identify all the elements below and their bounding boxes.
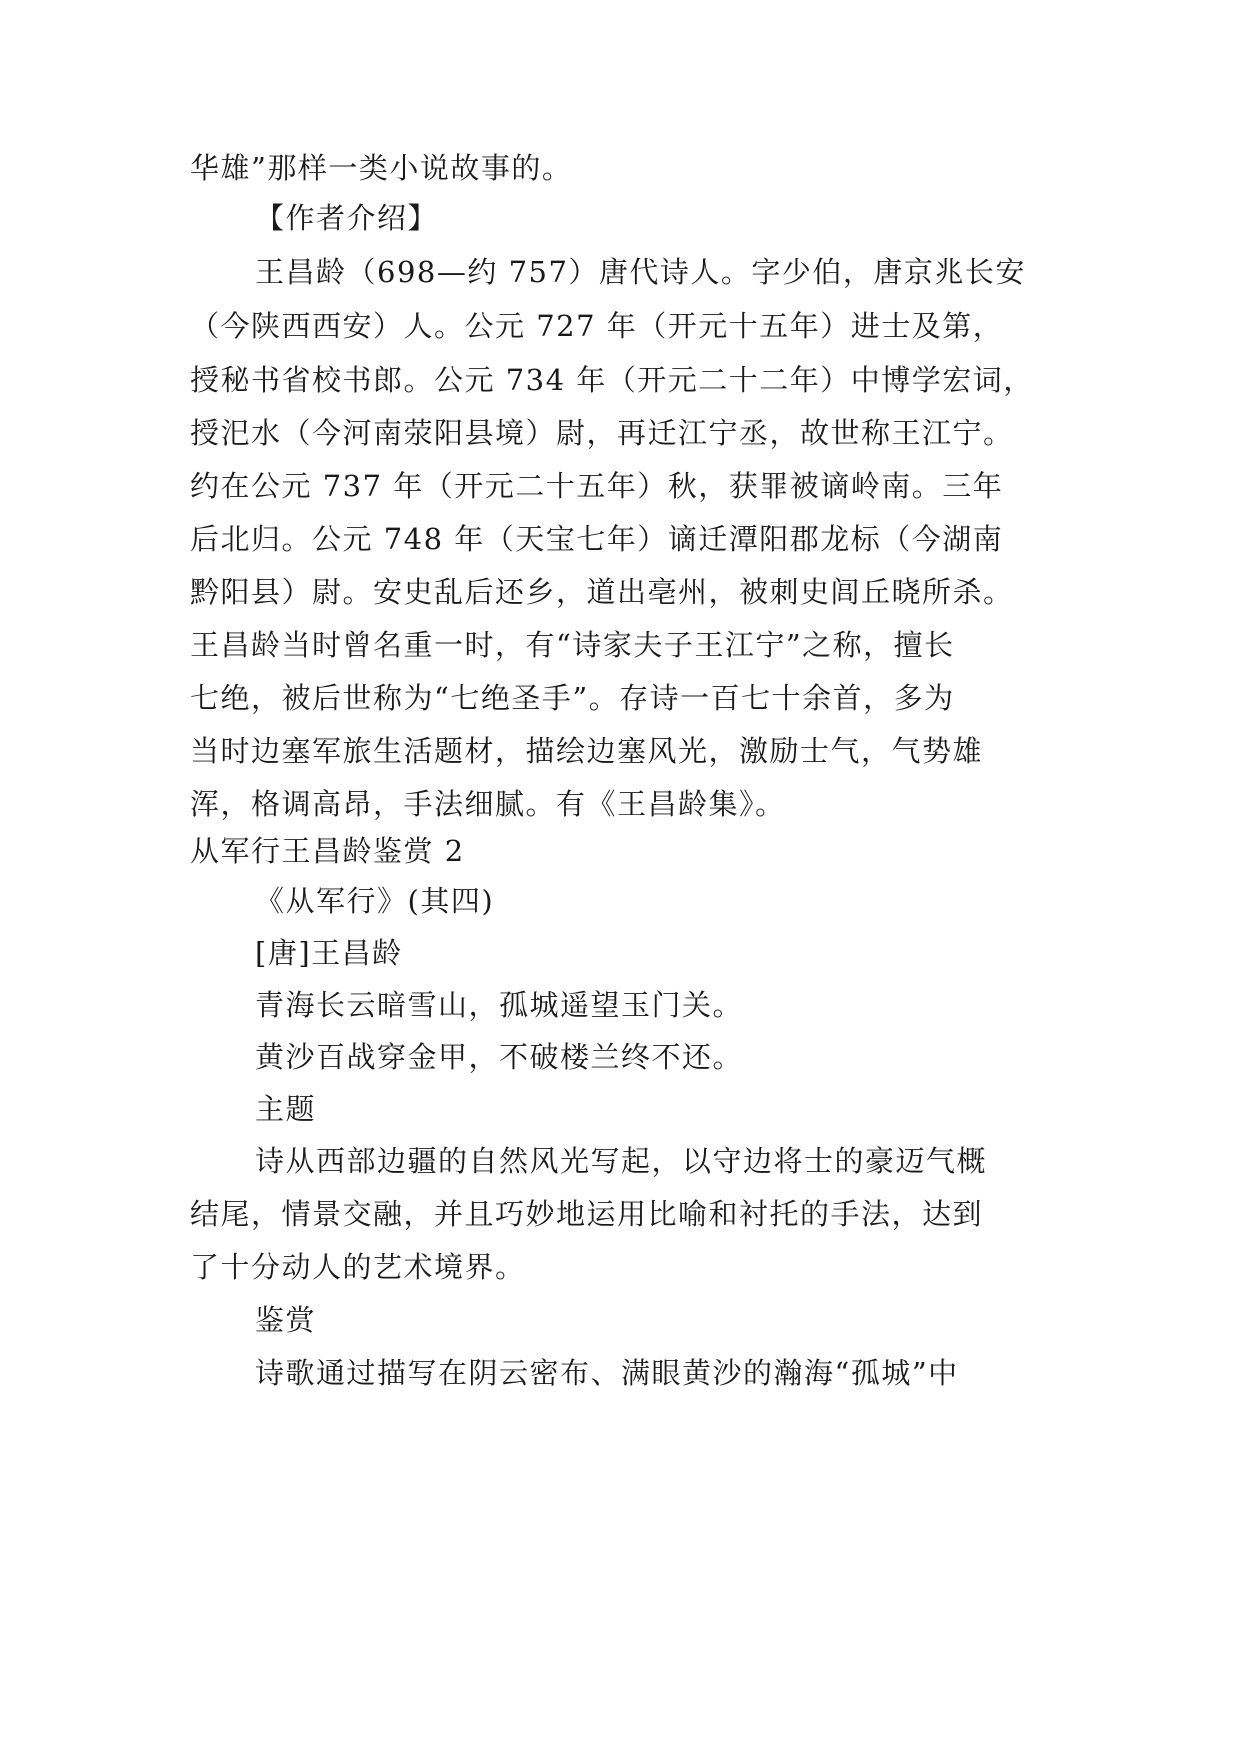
section-heading-theme: 主题 xyxy=(255,1092,317,1126)
text-line: 当时边塞军旅生活题材，描绘边塞风光，激励士气，气势雄 xyxy=(190,734,984,768)
text-line: （今陕西西安）人。公元 727 年（开元十五年）进士及第， xyxy=(190,309,1004,343)
text-line: 黔阳县）尉。安史乱后还乡，道出亳州，被刺史闾丘晓所杀。 xyxy=(190,575,1014,609)
text-line: 了十分动人的艺术境界。 xyxy=(190,1250,526,1284)
poem-line: 黄沙百战穿金甲，不破楼兰终不还。 xyxy=(255,1040,744,1074)
text-line: 授秘书省校书郎。公元 734 年（开元二十二年）中博学宏词， xyxy=(190,363,1034,397)
text-line: 诗从西部边疆的自然风光写起，以守边将士的豪迈气概 xyxy=(255,1144,988,1178)
text-line: 王昌龄当时曾名重一时，有“诗家夫子王江宁”之称，擅长 xyxy=(190,628,955,662)
poem-author: [唐]王昌龄 xyxy=(255,936,403,970)
text-line: 诗歌通过描写在阴云密布、满眼黄沙的瀚海“孤城”中 xyxy=(255,1356,959,1390)
poem-title: 《从军行》(其四) xyxy=(255,884,495,918)
text-line: 王昌龄（698—约 757）唐代诗人。字少伯，唐京兆长安 xyxy=(255,255,1026,289)
text-line: 华雄”那样一类小说故事的。 xyxy=(190,151,573,185)
section-heading-author: 【作者介绍】 xyxy=(255,201,439,235)
text-line: 后北归。公元 748 年（天宝七年）谪迁潭阳郡龙标（今湖南 xyxy=(190,522,1004,556)
section-title: 从军行王昌龄鉴赏 2 xyxy=(190,834,465,868)
text-line: 授汜水（今河南荥阳县境）尉，再迁江宁丞，故世称王江宁。 xyxy=(190,416,1014,450)
section-heading-appreciation: 鉴赏 xyxy=(255,1303,317,1337)
text-line: 结尾，情景交融，并且巧妙地运用比喻和衬托的手法，达到 xyxy=(190,1197,984,1231)
poem-line: 青海长云暗雪山，孤城遥望玉门关。 xyxy=(255,988,744,1022)
text-line: 七绝，被后世称为“七绝圣手”。存诗一百七十余首，多为 xyxy=(190,681,955,715)
text-line: 约在公元 737 年（开元二十五年）秋，获罪被谪岭南。三年 xyxy=(190,469,1004,503)
text-line: 浑，格调高昂，手法细腻。有《王昌龄集》。 xyxy=(190,787,786,821)
